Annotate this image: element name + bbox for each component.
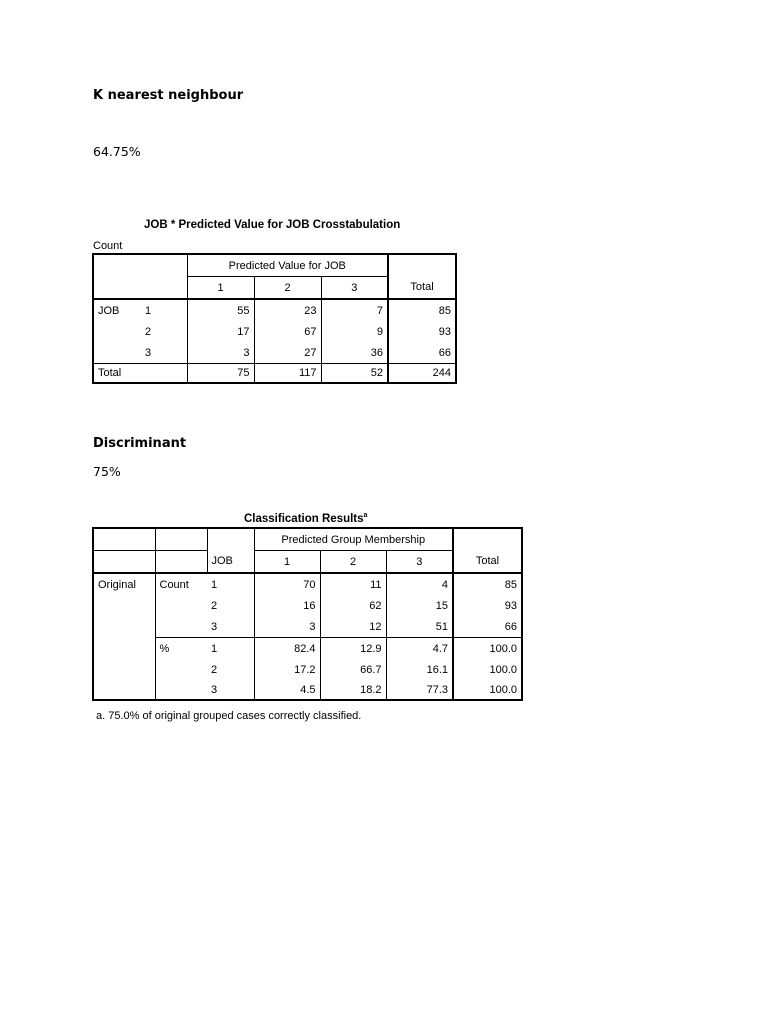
classification-cell-total: 93	[453, 595, 522, 616]
crosstab-grand-total: 244	[388, 364, 456, 384]
crosstab-cell: 7	[321, 299, 388, 321]
crosstab-col-header: 1	[187, 277, 254, 300]
crosstab-table	[92, 253, 457, 384]
crosstab-group-header: Predicted Value for JOB	[187, 254, 388, 277]
classification-row-label: 3	[211, 683, 218, 696]
classification-cell-total: 100.0	[453, 638, 522, 660]
crosstab-cell: 3	[187, 342, 254, 364]
classification-row-label: 1	[207, 573, 254, 595]
classification-percent-label: %	[159, 642, 170, 655]
crosstab-title: JOB * Predicted Value for JOB Crosstabulation	[144, 219, 401, 231]
knn-heading: K nearest neighbour	[93, 88, 244, 103]
crosstab-cell-total: 66	[388, 342, 456, 364]
classification-cell: 4	[386, 573, 453, 595]
classification-cell: 66.7	[320, 659, 386, 680]
classification-cell: 12.9	[320, 638, 386, 660]
crosstab-cell-total: 93	[388, 321, 456, 342]
classification-job-header: JOB	[207, 551, 254, 574]
crosstab-row-label: 2	[145, 325, 152, 338]
classification-col-header: 3	[386, 551, 453, 574]
classification-row-label: 1	[211, 642, 218, 655]
classification-row-label: 2	[211, 663, 218, 676]
crosstab-cell: 23	[254, 299, 321, 321]
classification-section-label: Original	[93, 573, 155, 595]
crosstab-cell: 52	[321, 364, 388, 384]
classification-group-header: Predicted Group Membership	[254, 528, 453, 551]
classification-cell: 62	[320, 595, 386, 616]
crosstab-subtitle: Count	[93, 240, 123, 252]
crosstab-row-label: 3	[141, 342, 187, 364]
classification-cell: 4.7	[386, 638, 453, 660]
discriminant-accuracy: 75%	[93, 464, 121, 479]
crosstab-cell-total: 85	[388, 299, 456, 321]
classification-cell: 15	[386, 595, 453, 616]
classification-row-label: 3	[207, 616, 254, 638]
crosstab-cell: 27	[254, 342, 321, 364]
discriminant-heading: Discriminant	[93, 436, 187, 451]
crosstab-total-label: Total	[98, 367, 122, 379]
classification-col-header: 2	[320, 551, 386, 574]
classification-count-label: Count	[155, 573, 207, 595]
crosstab-cell: 9	[321, 321, 388, 342]
classification-cell: 16.1	[386, 659, 453, 680]
crosstab-col-header: 2	[254, 277, 321, 300]
crosstab-cell: 75	[187, 364, 254, 384]
classification-cell: 17.2	[254, 659, 320, 680]
classification-cell-total: 66	[453, 616, 522, 638]
classification-cell-total: 85	[453, 573, 522, 595]
crosstab-cell: 55	[187, 299, 254, 321]
crosstab-total-header: Total	[388, 277, 456, 300]
classification-cell: 4.5	[254, 680, 320, 700]
classification-table	[92, 527, 523, 701]
crosstab-cell: 117	[254, 364, 321, 384]
crosstab-row-label: 1	[141, 299, 187, 321]
crosstab-cell: 67	[254, 321, 321, 342]
classification-cell: 16	[254, 595, 320, 616]
crosstab-col-header: 3	[321, 277, 388, 300]
classification-cell: 12	[320, 616, 386, 638]
classification-cell-total: 100.0	[453, 680, 522, 700]
classification-col-header: 1	[254, 551, 320, 574]
classification-total-header: Total	[453, 551, 522, 574]
classification-footnote: a. 75.0% of original grouped cases correctly classified.	[96, 710, 362, 722]
classification-cell: 82.4	[254, 638, 320, 660]
classification-cell: 3	[254, 616, 320, 638]
knn-accuracy: 64.75%	[93, 144, 141, 159]
crosstab-cell: 17	[187, 321, 254, 342]
crosstab-cell: 36	[321, 342, 388, 364]
classification-cell-total: 100.0	[453, 659, 522, 680]
crosstab-row-var: JOB	[93, 299, 141, 321]
classification-cell: 70	[254, 573, 320, 595]
classification-cell: 51	[386, 616, 453, 638]
footnote-marker: a	[363, 512, 368, 519]
classification-title: Classification Results$^a$	[244, 512, 368, 525]
classification-row-label: 2	[211, 599, 218, 612]
classification-cell: 11	[320, 573, 386, 595]
classification-cell: 77.3	[386, 680, 453, 700]
classification-cell: 18.2	[320, 680, 386, 700]
